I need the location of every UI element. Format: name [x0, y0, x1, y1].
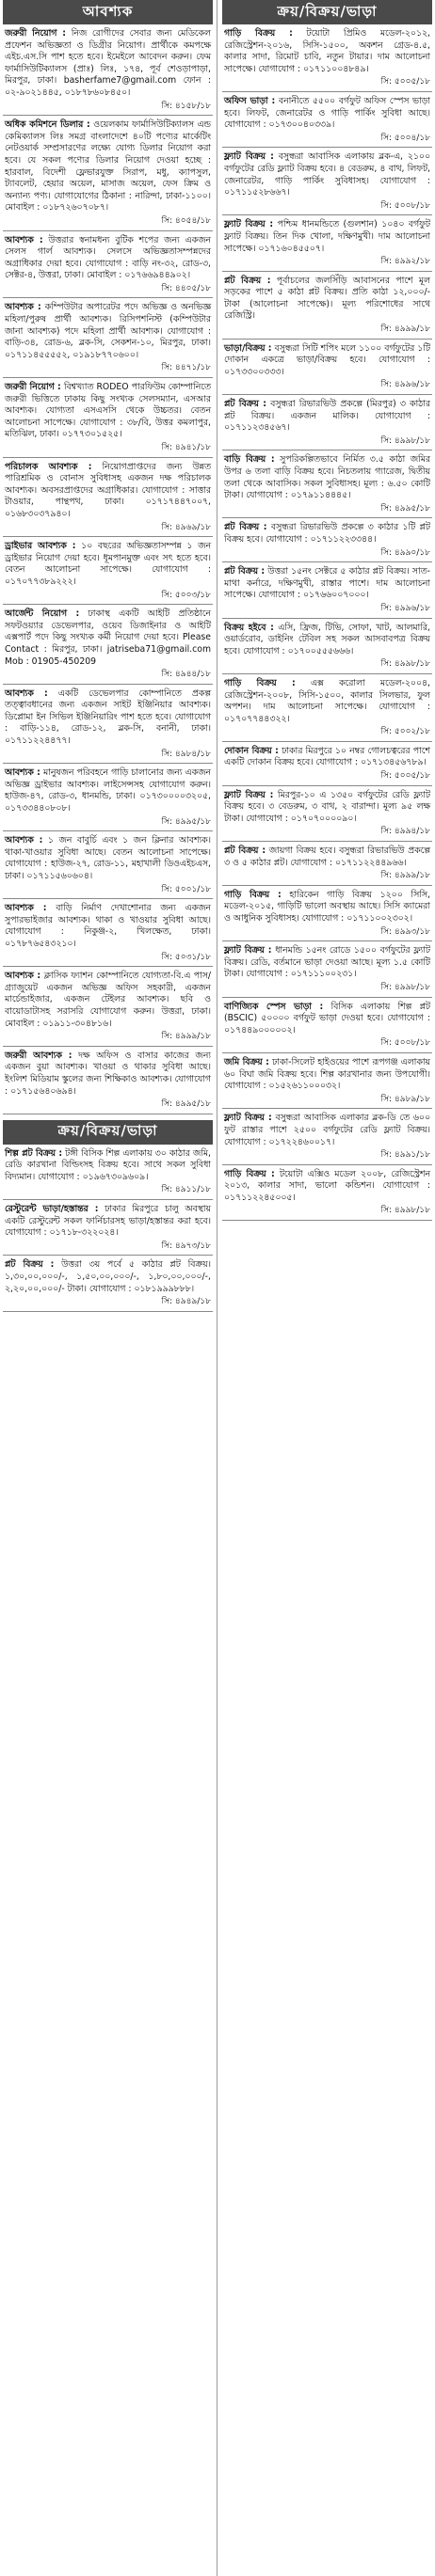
ad-body: টয়োটা প্রিমিও মডেল-২০১২, রেজিস্ট্রেশন-২০১৬, সিসি-১৫০০, অকশন গ্রেড-৪.৫, কালার সাদা, রিমোট চাবি, নতুন টায়ার। দাম আলোচনা সাপেক্ষে। যোগাযোগ : ০১৭১১০০৪৮৪৯। — [224, 28, 430, 74]
classified-ad — [222, 272, 432, 340]
classified-ad — [3, 116, 213, 230]
ad-body: বনানীতে ৫৫০০ বর্গফুট অফিস স্পেস ভাড়া হবে। লিফট, জেনারেটর ও গাড়ি পার্কিং সুবিধা আছে। যোগাযোগ : ০১৭৩০০৪০৩৩৯। — [224, 95, 431, 131]
classified-ad — [222, 450, 432, 518]
ad-heading: ফ্ল্যাট বিক্রয় : — [224, 151, 274, 163]
ad-code: সি: ৪৯৯৫/১৮ — [380, 503, 430, 514]
classified-ad — [222, 340, 432, 395]
classified-ad — [3, 1200, 213, 1256]
ad-heading: আবশ্যক : — [5, 767, 40, 779]
classified-ad — [222, 1165, 432, 1221]
ad-heading: আবশ্যক : — [5, 234, 43, 245]
ad-code: সি: ৪৯৯৯/১৮ — [161, 1032, 211, 1042]
ad-code: সি: ৪৯৯১/১৮ — [380, 1150, 430, 1161]
ad-heading: ফ্ল্যাট বিক্রয় : — [224, 1113, 272, 1124]
classified-ad — [3, 605, 213, 685]
ad-heading: আবশ্যক : — [5, 302, 41, 313]
classified-ad — [3, 1256, 213, 1311]
ad-body: ক্লাসিক ফ্যাশন কোম্পানিতে যোগ্যতা-বি.এ পাস/গ্র্যাজুয়েট একজন অভিজ্ঞ অফিস সহকারী, একজন মার্চেন্ডাইজার, একজন টেইলর আবশ্যক। ছবি ও বায়োডাটাসহ সরাসরি যোগাযোগ করুন। উত্তরা, ঢাকা। মোবাইল : ০১৯১১-৩০৪৮১৬। — [5, 971, 211, 1029]
classified-ad — [222, 1053, 432, 1109]
ad-code: সি: ৪৯৭৩/১৮ — [161, 1241, 211, 1251]
ad-code: সি: ৫০০৫/১৮ — [380, 77, 430, 87]
classified-ad — [3, 1145, 213, 1200]
ad-body: নিজ রোগীদের সেবার জন্য মেডিকেল প্রফেশন অভিজ্ঞতা ও ডিগ্রীর নিয়োগ। প্রার্থীকে কমপক্ষে এইচ.এস.সি পাশ হতে হবে। ইমেইলে আবেদন করুন। ফেম ফার্মাসিউটিক্যালস (প্রাঃ) লিঃ, ১৭৪, পূর্ব শেওড়াপাড়া, মিরপুর, ঢাকা। basherfame7@gmail.com ফোন : ০২-৯০২১৪৪৫, ০১৮৭৮৬০৮৪৫০। — [5, 28, 211, 98]
ad-body: ঢাকার মিরপুরে চালু অবস্থায় একটি রেস্টুরেন্ট সকল ফার্নিচারসহ ভাড়া/হস্তান্তর করা হবে। যোগাযোগ : ০১৭১৮-৩২২০২৪। — [5, 1204, 211, 1239]
ad-body: বসুন্ধরা আবাসিক এলাকার ব্লক-ডি তে ৬০০ ফুট রাস্তার পাশে ২৫০০ বর্গফুটের রেডি ফ্ল্যাট বিক্রয়। যোগাযোগ : ০১৭২২৪৬০০১৭। — [224, 1113, 430, 1147]
ad-heading: জরুরী আবশ্যক : — [5, 1050, 72, 1061]
ad-body: বসুন্ধরা রিভারভিউ প্রকল্পে ৩ কাঠার ১টি প্লট বিক্রয় হবে। যোগাযোগ : ০১৭১১২২৩৩৪৪। — [224, 522, 430, 545]
classified-ad — [3, 24, 213, 116]
ad-code: সি: ৫০০৮/১৮ — [380, 1038, 430, 1049]
classified-ad — [222, 1109, 432, 1164]
ad-heading: প্লট বিক্রয় : — [224, 275, 271, 286]
classified-ad — [3, 1047, 213, 1114]
ad-code: সি: ৪৯৯৮/১৮ — [380, 982, 430, 992]
ad-heading: ড্রাইভার আবশ্যক : — [5, 541, 76, 552]
ad-code: সি: ৪৯৯৮/১৮ — [380, 435, 430, 446]
classified-ad — [3, 537, 213, 605]
ad-heading: গাড়ি বিক্রয় : — [224, 677, 296, 688]
classified-ad — [222, 92, 432, 148]
ad-heading: জরুরী নিয়োগ : — [5, 28, 67, 39]
ad-heading: প্লট বিক্রয় : — [224, 399, 267, 410]
ad-body: বসুন্ধরা সিটি শপিং মলে ১১০০ বর্গফুটের ১টি দোকান একত্রে ভাড়া/বিক্রয় হবে। যোগাযোগ : ০১৭৩৩০০৩৩৩। — [224, 342, 430, 377]
ad-body: পশ্চিম ধানমন্ডিতে (গুলশান) ১০৪০ বর্গফুট ফ্ল্যাট বিক্রয়। তিন দিক খোলা, দক্ষিণমুখী। দাম আলোচনা সাপেক্ষে। ০১৭১৬০৪৫৫০৭। — [224, 219, 430, 254]
ad-heading: ফ্ল্যাট বিক্রয় : — [224, 219, 274, 230]
ad-code: সি: ৪৯৮৪/১৮ — [161, 749, 211, 759]
ad-code: সি: ৪৯৯৯/১৮ — [380, 324, 430, 335]
ad-body: ঢাকা-সিলেট হাইওয়ের পাশে রূপগঞ্জ এলাকায় ৬০ বিঘা জমি বিক্রয় হবে। শিল্প কারখানার জন্য উপযোগী। যোগাযোগ : ০১৫২৬১১০০০৩২। — [224, 1056, 430, 1092]
ad-code: সি: ৪৯৯০/১৮ — [380, 547, 430, 558]
ad-body: মিরপুর-১০ এ ১৩৫০ বর্গফুটের রেডি ফ্ল্যাট বিক্রয় হবে। ৩ বেডরুম, ৩ বাথ, ২ বারান্দা। মূল্য ৯৫ লক্ষ টাকা। যোগাযোগ : ০১৭০৭০০০০৯০। — [224, 789, 430, 824]
ad-body: হারিকেন গাড়ি বিক্রয় ১২০০ সিসি, মডেল-২০১৫, গাড়িটি ভালো অবস্থায় আছে। সিসি ক্যামেরা ও আধুনিক সুবিধাসহ। যোগাযোগ : ০১৭১১০০২৩০২। — [224, 889, 430, 924]
ad-heading: গাড়ি বিক্রয় : — [224, 1168, 275, 1179]
ad-body: উত্তরার স্বনামধন্য বুটিক শপের জন্য একজন সেলস গার্ল আবশ্যক। সেলসে অভিজ্ঞতাসম্পন্নদের অগ্রাধিকার দেয়া হবে। যোগাযোগ : বাড়ি নং-৩২, রোড-৩, সেক্টর-৪, উত্তরা, ঢাকা। মোবাইল : ০১৭৬৬৯৪৪৯০২। — [5, 234, 211, 281]
classified-ad — [3, 298, 213, 378]
ad-heading: দোকান বিক্রয় : — [224, 745, 279, 756]
classified-ad — [222, 24, 432, 92]
ad-code: সি: ৫০৩১/১৮ — [161, 952, 211, 962]
ad-body: এসি, ফ্রিজ, টিভি, সোফা, খাট, আলমারি, ওয়ার্ডরোব, ডাইনিং টেবিল সহ সকল আসবাবপত্র বিক্রয় হবে। যোগাযোগ : ০১৭০০৫৫৫৬৬৬। — [224, 622, 430, 656]
ad-code: সি: ৪৯৪১/১৮ — [161, 443, 211, 452]
classified-ad — [222, 786, 432, 842]
ad-body: সুপরিকল্পিতভাবে নির্মিত ৩.৫ কাঠা জমির উপর ৬ তলা বাড়ি বিক্রয় হবে। নিচতলায় গ্যারেজ, দ্বিতীয় তলা থেকে আবাসিক। সকল সুবিধাসহ। মূল্য : ৬.৫০ কোটি টাকা। যোগাযোগ : ০১৭৯১১৪৪৪৫। — [224, 454, 430, 501]
classified-ad — [3, 458, 213, 538]
ad-heading: আর্জেন্ট নিয়োগ : — [5, 608, 80, 620]
ad-code: সি: ৪৯৮৯/১৮ — [380, 1094, 430, 1104]
ad-body: মানুষজন পরিবহনে গাড়ি চালানোর জন্য একজন অভিজ্ঞ ড্রাইভার আবশ্যক। লাইসেন্সসহ যোগাযোগ করুন। হাউজ-৪৭, রোড-৩, ধানমন্ডি, ঢাকা। ০১৭৩০০০০৩২০৫, ০১৭৩৩৪৪০৮০৮। — [5, 767, 211, 814]
ad-heading: গাড়ি বিক্রয় : — [224, 889, 282, 900]
column-divider — [217, 0, 218, 2576]
classified-ad — [222, 562, 432, 618]
ad-body: জায়গা বিক্রয় হবে। বসুন্ধরা রিভারভিউ প্রকল্পে ৩ ও ৫ কাঠার প্লট। যোগাযোগ : ০১৭১১২২৪৪৯৬৬। — [224, 845, 430, 868]
ad-code: সি: ৫০০৫/১৮ — [380, 771, 430, 782]
ad-heading: অধিক কমিশনে ডিলার : — [5, 119, 90, 131]
ad-heading: বাণিজ্যিক স্পেস ভাড়া : — [224, 1001, 324, 1012]
needed-ads-list — [3, 24, 213, 1114]
classified-ad — [3, 899, 213, 967]
classified-ad — [222, 619, 432, 674]
ad-body: বসুন্ধরা আবাসিক এলাকায় ব্লক-এ, ২১০০ বর্গফুটের রেডি ফ্ল্যাট বিক্রয় হবে। ৪ বেডরুম, ৪ বাথ, লিফট, জেনারেটর, গাড়ি পার্কিং সুবিধাসহ। যোগাযোগ : ০১৭১১৫২৮৬৬৭। — [224, 151, 430, 198]
ad-heading: প্লট বিক্রয় : — [224, 566, 266, 577]
section-header-trade-right: ক্রয়/বিক্রয়/ভাড়া — [222, 0, 432, 24]
ad-body: উত্তরা ৩য় পর্বে ৫ কাঠার প্লট বিক্রয়। ১,৩০,০০,০০০/-, ১,৫০,০০,০০০/-, ১,৮০,০০,০০০/-, ২,২০,০০,০০০/- টাকা। যোগাযোগ : ০১৮১৯৯৯৮৮৮। — [5, 1259, 211, 1294]
ad-body: একটি ডেভেলপার কোম্পানিতে প্রকল্প তত্ত্বাবধানের জন্য একজন সাইট ইঞ্জিনিয়ার আবশ্যক। ডিপ্লোমা ইন সিভিল ইঞ্জিনিয়ারিং পাশ হতে হবে। যোগাযোগ : বাড়ি-১১৪, রোড-১২, ব্লক-সি, বনানী, ঢাকা। ০১৭১১২২৪৪৭৭। — [5, 687, 211, 747]
ad-code: সি: ৪৯৯৩/১৮ — [380, 926, 430, 937]
ad-body: উত্তরা ১৫নং সেক্টরে ৫ কাঠার প্লট বিক্রয়। সাত-মাথা কর্নারে, দক্ষিণমুখী, রাস্তার পাশে। দাম আলোচনা সাপেক্ষে। যোগাযোগ : ০১৭৬৬০০৭০০০। — [224, 566, 430, 601]
ad-body: ধানমন্ডি ১৫নং রোডে ১৫০০ বর্গফুটের ফ্ল্যাট বিক্রয়। রেডি, বর্তমানে ভাড়া দেওয়া আছে। মূল্য ১.৫ কোটি টাকা। যোগাযোগ : ০১৭১১১০০২৩১। — [224, 945, 431, 980]
ad-body: এক্স করোলা মডেল-২০০৪, রেজিস্ট্রেশন-২০০৮, সিসি-১৫০০, কালার সিলভার, ফুল অপশন। দাম আলোচনা সাপেক্ষে। যোগাযোগ : ০১৭০৭৭৪৪৩২২। — [224, 677, 430, 724]
classified-ad — [222, 674, 432, 742]
ad-code: সি: ৪৯১১/১৮ — [161, 1185, 211, 1195]
ad-heading: ভাড়া/বিক্রয় : — [224, 342, 272, 354]
classified-ad — [3, 378, 213, 458]
section-header-needed: আবশ্যক — [3, 0, 213, 24]
classified-ad — [222, 941, 432, 997]
ad-body: ওয়েলকাম ফার্মাসিউটিক্যালস এন্ড কেমিক্যালস লিঃ সমগ্র বাংলাদেশে ৪০টি পণ্যের মার্কেটিং নেটওয়ার্ক সম্প্রসারণের লক্ষ্যে যোগ্য ডিলার নিয়োগ করা হবে। যে সকল পণ্যের ডিলার নিয়োগ দেওয়া হচ্ছে : হারবাল, বিদেশী ফ্লেভারযুক্ত সিরাপ, মধু, ক্যাপসুল, ট্যাবলেট, হেয়ার অয়েল, মাসাজ অয়েল, ফেস ক্রিম ও অন্যান্য পণ্য। যোগাযোগের ঠিকানা : নারিন্দা, ঢাকা-১১০০। মোবাইল : ০১৮৭২৬০৭০৮৭। — [5, 119, 211, 213]
classified-ad — [222, 395, 432, 450]
ad-heading: রেস্টুরেন্ট ভাড়া/হস্তান্তর : — [5, 1204, 99, 1215]
ad-body: টঙ্গী বিসিক শিল্প এলাকায় ৩০ কাঠার জমি, রেডি কারখানা বিল্ডিংসহ বিক্রয় হবে। সাথে সকল সুবিধা বিদ্যমান। যোগাযোগ : ০১৯৬৭৩০৯৬০৯। — [5, 1147, 211, 1182]
ad-heading: ফ্ল্যাট বিক্রয় : — [224, 945, 272, 956]
ad-code: সি: ৪৯৯৮/১৮ — [380, 659, 430, 670]
section-header-trade-left: ক্রয়/বিক্রয়/ভাড়া — [3, 1120, 213, 1145]
classified-ad — [3, 831, 213, 899]
ad-heading: অফিস ভাড়া : — [224, 95, 276, 106]
ad-heading: জরুরী নিয়োগ : — [5, 382, 61, 393]
trade-ads-list-right — [222, 24, 432, 1221]
ad-heading: পরিচালক আবশ্যক : — [5, 461, 92, 472]
classified-ad — [222, 518, 432, 562]
right-column — [222, 0, 432, 1221]
classified-ad — [3, 967, 213, 1047]
ad-code: সি: ৪৯৯৪/১৮ — [380, 827, 430, 837]
classified-ad — [3, 764, 213, 831]
ad-body: নিয়োগপ্রাপ্তদের জন্য উন্নত পারিশ্রমিক ও বোনাস সুবিধাসহ একজন দক্ষ পরিচালক আবশ্যক। অবসরপ্রাপ্তদের অগ্রাধিকার। যোগাযোগ : সাত্তার টাওয়ার, পান্থপথ, ঢাকা। ০১৭১৭৪৪৭০০৭, ০১৬৮৩০৩৭৯৪০। — [5, 461, 212, 519]
ad-code: সি: ৪৯৯৬/১৮ — [380, 603, 430, 613]
ad-body: টয়োটা এক্সিও মডেল ২০০৮, রেজিস্ট্রেশন ২০১৩, কালার সাদা, ভালো কন্ডিশন। যোগাযোগ : ০১৭১১২২৪৫০০৫। — [224, 1168, 430, 1203]
ad-heading: শিল্প প্লট বিক্রয় : — [5, 1147, 63, 1159]
ad-code: সি: ৪৪৭১/১৮ — [161, 363, 211, 373]
ad-body: কম্পিউটার অপারেটর পদে অভিজ্ঞ ও অনভিজ্ঞ মহিলা/পুরুষ প্রার্থী আবশ্যক। রিসিপশনিস্ট (কম্পিউটার জানা আবশ্যক) পদে মহিলা প্রার্থী আবশ্যক। যোগাযোগ : বাড়ি-৩৪, রোড-৬, ব্লক-সি, সেকশন-১০, মিরপুর, ঢাকা। ০১৭১১৪৫৫৫৫২, ০১৯১৮৭৭০৬০০। — [5, 302, 211, 360]
ad-heading: বিক্রয় হইবে : — [224, 622, 274, 633]
ad-body: বিসিক এলাকায় শিল্প প্লট (BSCIC) ৫০০০০ বর্গফুট ভাড়া দেওয়া হবে। যোগাযোগ : ০১৭৪৪৯০০০০০২। — [224, 1001, 430, 1035]
ad-code: সি: ৫০০২/১৮ — [380, 727, 430, 737]
ad-body: দক্ষ অফিস ও বাসার কাজের জন্য একজন বুয়া আবশ্যক। খাওয়া ও থাকার সুবিধা আছে। ইংলিশ মিডিয়াম স্কুলের জন্য শিক্ষিকাও আবশ্যক। যোগাযোগ : ০১৭১৫৬৪০৬৯৪। — [5, 1050, 211, 1097]
ad-heading: ফ্ল্যাট বিক্রয় : — [224, 789, 274, 800]
ad-body: বিশ্বখ্যাত RODEO পারফিউম কোম্পানিতে জরুরী ভিত্তিতে ঢাকায় কিছু সংখ্যক সেলসম্যান, এসআর আবশ্যক। যোগ্যতা এসএসসি থেকে উচ্চতর। বেতন আলোচনা সাপেক্ষে। যোগাযোগ : ৩৮/বি, উত্তর কমলাপুর, মতিঝিল, ঢাকা। ০১৭৭৩০১৫২৫। — [5, 382, 211, 440]
ad-heading: আবশ্যক : — [5, 835, 43, 846]
ad-code: সি: ৪৯৪৪/১৮ — [161, 670, 211, 680]
ad-body: বসুন্ধরা রিভারভিউ প্রকল্পে (মিরপুর) ৩ কাঠার প্লট বিক্রয়। একজন মালিক। যোগাযোগ : ০১৭১১২৩৪৫৬৭। — [224, 399, 430, 434]
ad-code: সি: ৫০০৩/১৮ — [161, 590, 211, 600]
ad-code: সি: ৫০০৪/১৮ — [380, 133, 430, 143]
ad-code: সি: ৪৯৯৮/১৮ — [380, 1206, 430, 1216]
ad-code: সি: ৪৯৬৯/১৮ — [161, 522, 211, 532]
ad-body: পূর্বাচলের জলসিঁড়ি আবাসনের পাশে মূল সড়কের পাশে ৫ কাঠা প্লট বিক্রয়। প্রতি কাঠা ১২,০০০/- টাকা (আলোচনা সাপেক্ষে)। মূল্য পরিশোধের সাথে রেজিস্ট্রি। — [224, 275, 430, 322]
classified-ad — [222, 148, 432, 215]
ad-body: ১০ বছরের অভিজ্ঞতাসম্পন্ন ১ জন ড্রাইভার নিয়োগ দেয়া হবে। ধূমপানমুক্ত এবং সৎ হতে হবে। বেতন আলোচনা সাপেক্ষে। যোগাযোগ : ০১৭০৭৭৩৮৯২২২। — [5, 541, 211, 587]
ad-code: সি: ৪৯৯৯/১৮ — [380, 871, 430, 881]
classified-ad — [3, 231, 213, 299]
ad-body: ১ জন বাবুর্চি এবং ১ জন ক্লিনার আবশ্যক। থাকা-খাওয়ার সুবিধা আছে। বেতন আলোচনা সাপেক্ষে। যোগাযোগ : হাউজ-২৭, রোড-১১, মহাখালী ডিওএইচএস, ঢাকা। ০১৭১১৫৬০৬০৪। — [5, 835, 211, 881]
ad-code: সি: ৫০০১/১৮ — [161, 884, 211, 894]
ad-heading: জমি বিক্রয় : — [224, 1056, 269, 1067]
ad-code: সি: ৪০৫৪/১৮ — [161, 215, 211, 226]
ad-code: সি: ৫০০৮/১৮ — [380, 200, 430, 211]
left-column — [3, 0, 213, 1312]
ad-body: ঢাকাস্থ একটি আইটি প্রতিষ্ঠানে সফটওয়্যার ডেভেলপার, ওয়েব ডিজাইনার ও আইটি এক্সপার্ট পদে কিছু সংখ্যক কর্মী নিয়োগ দেয়া হবে। Please Contact : মিরপুর, ঢাকা। jatriseba71@gmail.com Mob : 01905-450209 — [5, 608, 211, 667]
ad-heading: আবশ্যক : — [5, 687, 48, 699]
classified-ad — [222, 742, 432, 786]
classified-ad — [222, 998, 432, 1053]
ad-code: সি: ৪৯৯৫/১৮ — [161, 816, 211, 827]
ad-heading: প্লট বিক্রয় : — [224, 522, 267, 533]
ad-heading: বাড়ি বিক্রয় : — [224, 454, 275, 466]
ad-code: সি: ৪৯৪৯/১৮ — [161, 1297, 211, 1307]
ad-code: সি: ৪৯৯৬/১৮ — [380, 380, 430, 390]
classified-ad — [3, 685, 213, 765]
ad-body: ঢাকার মিরপুরে ১০ নম্বর গোলচত্বরের পাশে একটি দোকান বিক্রয় হবে। যোগাযোগ : ০১৭১৩৪৫৬৭৮৯। — [224, 745, 430, 768]
ad-heading: প্লট বিক্রয় : — [224, 845, 266, 857]
ad-code: সি: ৪১৫৮/১৮ — [161, 101, 211, 111]
ad-heading: আবশ্যক : — [5, 971, 41, 982]
ad-heading: প্লট বিক্রয় : — [5, 1259, 55, 1271]
ad-heading: গাড়ি বিক্রয় : — [224, 28, 293, 39]
classified-ad — [222, 215, 432, 271]
ad-code: সি: ৪৯৯৫/১৮ — [161, 1099, 211, 1110]
trade-ads-list-left — [3, 1145, 213, 1312]
ad-code: সি: ৪৪০৫/১৮ — [161, 283, 211, 293]
ad-body: বাড়ি নির্মাণ দেখাশোনার জন্য একজন সুপারভাইজার আবশ্যক। থাকা ও খাওয়ার সুবিধা আছে। যোগাযোগ : নিকুঞ্জ-২, খিলক্ষেত, ঢাকা। ০১৭৮৭৬৫৪৩২১০। — [5, 903, 211, 949]
ad-code: সি: ৪৯৯২/১৮ — [380, 257, 430, 267]
classified-ad — [222, 842, 432, 886]
classified-ad — [222, 886, 432, 941]
ad-heading: আবশ্যক : — [5, 903, 47, 914]
